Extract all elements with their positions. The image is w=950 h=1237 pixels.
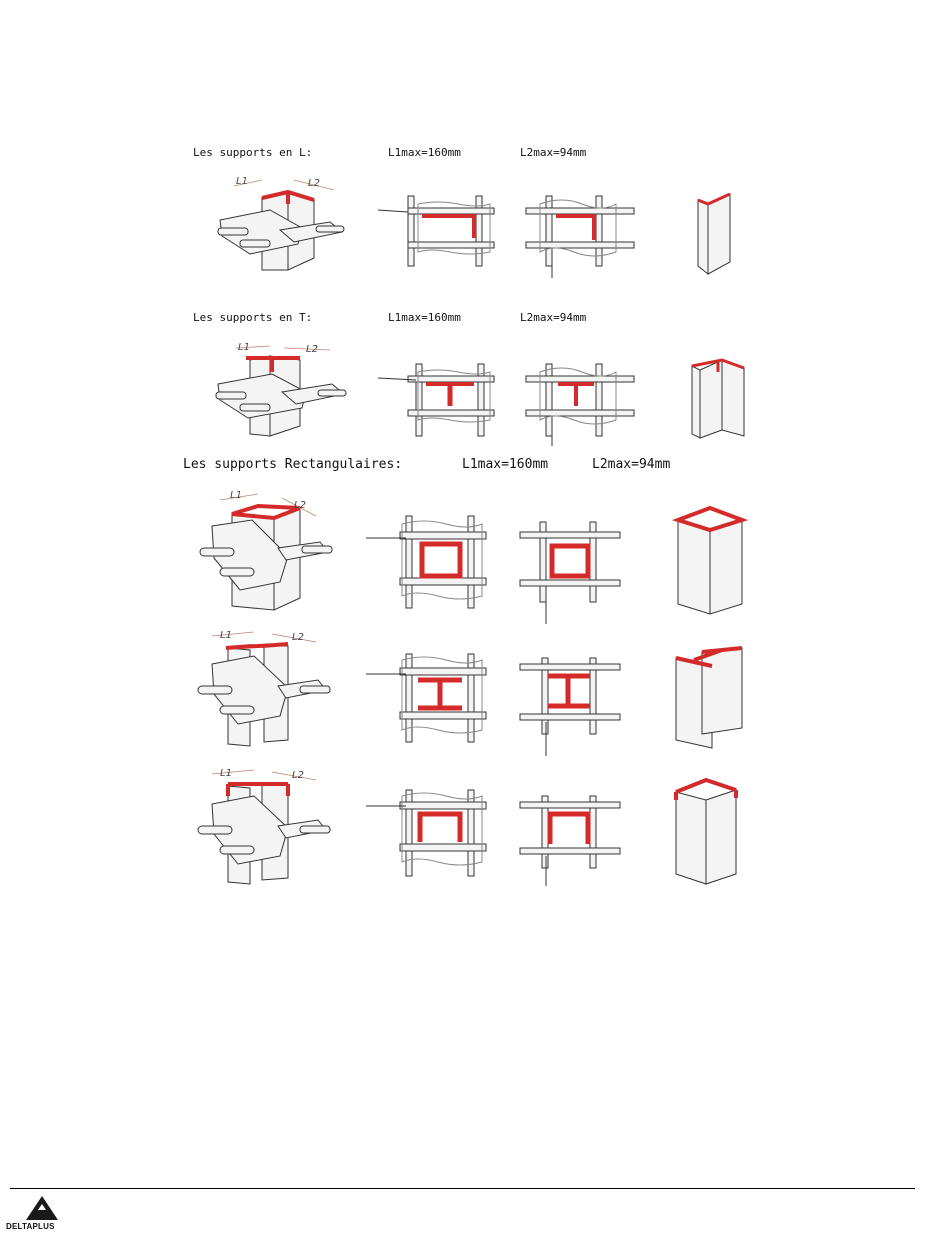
rect-tube-profile-illustration [672, 500, 748, 620]
section-rect-l1max: L1max=160mm [462, 457, 549, 472]
rect-tube-l1-label: L1 [230, 490, 242, 501]
u-channel-top-view-a [366, 786, 496, 878]
l-support-clamp-illustration [210, 170, 360, 280]
t-support-clamp-illustration [210, 336, 360, 446]
t-support-l1-label: L1 [238, 342, 250, 353]
section-t-l2max: L2max=94mm [520, 311, 587, 324]
u-channel-clamp-illustration [192, 762, 352, 892]
u-channel-l1-label: L1 [220, 768, 232, 779]
rect-tube-top-view-b [516, 518, 626, 628]
section-rect-l2max: L2max=94mm [592, 457, 671, 472]
l-support-top-view-b [522, 190, 642, 280]
deltaplus-logo [6, 1194, 86, 1234]
l-support-top-view-a [378, 190, 498, 270]
i-beam-clamp-illustration [192, 624, 352, 754]
section-l-l1max: L1max=160mm [388, 146, 461, 159]
section-rect-title: Les supports Rectangulaires: [183, 457, 403, 472]
section-l-title: Les supports en L: [193, 146, 313, 159]
l-profile-illustration [690, 186, 750, 278]
i-beam-profile-illustration [672, 636, 748, 754]
rect-tube-l2-label: L2 [294, 500, 306, 511]
i-beam-top-view-a [366, 650, 496, 746]
section-t-l1max: L1max=160mm [388, 311, 461, 324]
t-profile-illustration [686, 350, 750, 442]
section-l-l2max: L2max=94mm [520, 146, 587, 159]
brand-name: DELTAPLUS [6, 1222, 55, 1231]
t-support-top-view-a [378, 360, 498, 440]
i-beam-l1-label: L1 [220, 630, 232, 641]
t-support-l2-label: L2 [306, 344, 318, 355]
i-beam-l2-label: L2 [292, 632, 304, 643]
rect-tube-clamp-illustration [192, 486, 352, 616]
footer-rule [10, 1188, 915, 1189]
u-channel-l2-label: L2 [292, 770, 304, 781]
i-beam-top-view-b [516, 654, 626, 758]
u-channel-profile-illustration [672, 770, 744, 888]
l-support-l1-label: L1 [236, 176, 248, 187]
rect-tube-top-view-a [366, 512, 496, 612]
deltaplus-triangle-icon [6, 1194, 86, 1224]
u-channel-top-view-b [516, 792, 626, 888]
section-t-title: Les supports en T: [193, 311, 313, 324]
t-support-top-view-b [522, 360, 642, 450]
l-support-l2-label: L2 [308, 178, 320, 189]
